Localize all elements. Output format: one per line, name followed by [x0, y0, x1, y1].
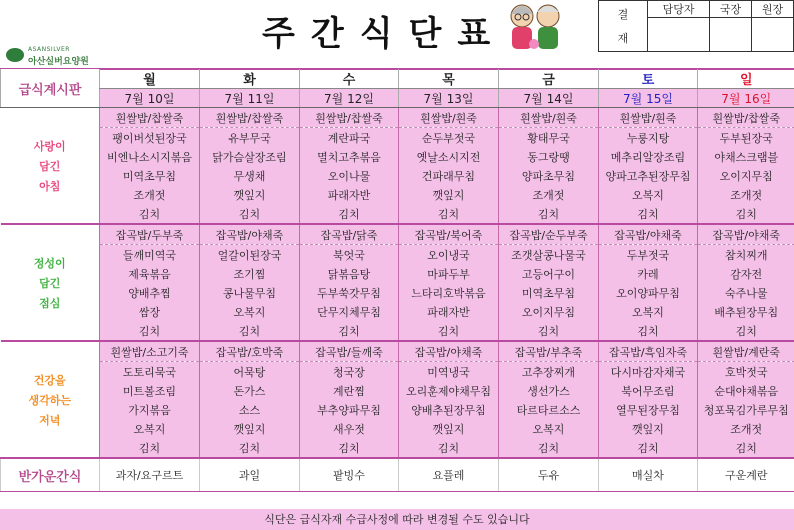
approval-sign-box[interactable]	[710, 18, 752, 52]
menu-item: 김치	[300, 321, 399, 341]
menu-item: 김치	[100, 321, 200, 341]
menu-item: 참치찌개	[698, 245, 794, 265]
menu-item: 얼갈이된장국	[200, 245, 300, 265]
menu-item: 숙주나물	[698, 283, 794, 302]
menu-item: 호박젓국	[698, 362, 794, 382]
menu-item: 김치	[200, 321, 300, 341]
menu-item: 북어무조림	[599, 381, 698, 400]
menu-row	[1, 224, 794, 245]
menu-row	[1, 341, 794, 362]
menu-item: 건파래무침	[399, 166, 499, 185]
menu-row	[1, 166, 794, 185]
menu-item: 깻잎지	[200, 185, 300, 204]
footer-notice: 식단은 급식자재 수급사정에 따라 변경될 수도 있습니다	[0, 509, 794, 530]
menu-item: 김치	[698, 204, 794, 224]
menu-item: 무생채	[200, 166, 300, 185]
day-header: 토	[599, 69, 698, 89]
menu-item: 닭볶음탕	[300, 264, 399, 283]
snack-cell: 요플레	[399, 458, 499, 492]
org-logo	[6, 46, 116, 66]
snack-cell: 과자/요구르트	[100, 458, 200, 492]
breakfast-section	[1, 108, 794, 225]
menu-row	[1, 283, 794, 302]
day-header-row	[1, 69, 794, 89]
snack-cell: 두유	[499, 458, 599, 492]
logo-icon	[6, 48, 24, 62]
menu-item: 멸치고추볶음	[300, 147, 399, 166]
page-title: 주간식단표	[262, 14, 507, 54]
menu-item: 김치	[599, 321, 698, 341]
menu-item: 양배추찜	[100, 283, 200, 302]
menu-item: 옛날소시지전	[399, 147, 499, 166]
menu-item: 감자전	[698, 264, 794, 283]
lunch-section	[1, 224, 794, 341]
menu-item: 닭가슴살장조림	[200, 147, 300, 166]
menu-item: 생선가스	[499, 381, 599, 400]
menu-item: 김치	[300, 204, 399, 224]
menu-row	[1, 147, 794, 166]
snack-cell: 매실차	[599, 458, 698, 492]
menu-item: 오복지	[100, 419, 200, 438]
menu-item: 깻잎지	[399, 185, 499, 204]
menu-row	[1, 108, 794, 128]
menu-item: 누룽지탕	[599, 128, 698, 148]
menu-item: 흰쌀밥/흰죽	[499, 108, 599, 128]
menu-item: 오이지무침	[698, 166, 794, 185]
menu-item: 오리훈제야채무침	[399, 381, 499, 400]
menu-item: 비엔나소시지볶음	[100, 147, 200, 166]
menu-item: 잡곡밥/북어죽	[399, 224, 499, 245]
menu-item: 느타리호박볶음	[399, 283, 499, 302]
menu-item: 타르타르소스	[499, 400, 599, 419]
menu-item: 잡곡밥/들깨죽	[300, 341, 399, 362]
menu-item: 오이지무침	[499, 302, 599, 321]
snack-cell: 팥빙수	[300, 458, 399, 492]
menu-item: 메추리알장조림	[599, 147, 698, 166]
menu-item: 양파고추된장무침	[599, 166, 698, 185]
menu-item: 순대야채볶음	[698, 381, 794, 400]
menu-item: 흰쌀밥/흰죽	[599, 108, 698, 128]
menu-item: 조개젓	[100, 185, 200, 204]
menu-item: 잡곡밥/호박죽	[200, 341, 300, 362]
label-line: 아침	[39, 179, 61, 193]
menu-item: 팽이버섯된장국	[100, 128, 200, 148]
menu-row	[1, 204, 794, 224]
snack-cell: 구운계란	[698, 458, 794, 492]
menu-item: 오이나물	[300, 166, 399, 185]
menu-item: 미역초무침	[499, 283, 599, 302]
menu-item: 배추된장무침	[698, 302, 794, 321]
day-header: 화	[200, 69, 300, 89]
menu-item: 계란찜	[300, 381, 399, 400]
label-line: 담긴	[39, 159, 61, 173]
menu-item: 김치	[200, 438, 300, 458]
menu-item: 흰쌀밥/소고기죽	[100, 341, 200, 362]
date-cell: 7월 13일	[399, 89, 499, 108]
menu-item: 유부무국	[200, 128, 300, 148]
menu-row	[1, 264, 794, 283]
menu-item: 청포묵김가루무침	[698, 400, 794, 419]
snack-row	[1, 458, 794, 492]
menu-item: 두부된장국	[698, 128, 794, 148]
menu-item: 김치	[599, 204, 698, 224]
menu-item: 마파두부	[399, 264, 499, 283]
menu-item: 동그랑땡	[499, 147, 599, 166]
menu-row	[1, 185, 794, 204]
menu-item: 양파초무침	[499, 166, 599, 185]
menu-row	[1, 419, 794, 438]
label-line: 담긴	[39, 276, 61, 290]
menu-item: 다시마감자채국	[599, 362, 698, 382]
day-header: 일	[698, 69, 794, 89]
approval-sign-box[interactable]	[752, 18, 794, 52]
menu-item: 김치	[200, 204, 300, 224]
snack-label: 반가운간식	[1, 458, 100, 492]
menu-item: 깻잎지	[399, 419, 499, 438]
menu-item: 고등어구이	[499, 264, 599, 283]
menu-row	[1, 438, 794, 458]
menu-item: 야채스크램블	[698, 147, 794, 166]
label-line: 정성이	[33, 256, 66, 270]
approval-role: 원장	[752, 1, 794, 18]
menu-item: 미역냉국	[399, 362, 499, 382]
menu-item: 파래자반	[300, 185, 399, 204]
menu-item: 파래자반	[399, 302, 499, 321]
approval-label: 결 재	[599, 1, 648, 52]
menu-item: 김치	[300, 438, 399, 458]
approval-role: 담당자	[648, 1, 710, 18]
menu-row	[1, 128, 794, 148]
label-line: 생각하는	[28, 393, 71, 407]
menu-item: 김치	[698, 438, 794, 458]
label-line: 저녁	[39, 413, 61, 427]
menu-item: 흰쌀밥/흰죽	[399, 108, 499, 128]
menu-item: 조갯살콩나물국	[499, 245, 599, 265]
menu-row	[1, 400, 794, 419]
menu-item: 김치	[499, 321, 599, 341]
date-cell: 7월 10일	[100, 89, 200, 108]
menu-item: 미트볼조림	[100, 381, 200, 400]
menu-item: 김치	[599, 438, 698, 458]
day-header: 목	[399, 69, 499, 89]
menu-item: 계란파국	[300, 128, 399, 148]
approval-sign-box[interactable]	[648, 18, 710, 52]
label-line: 점심	[39, 296, 61, 310]
menu-item: 조개젓	[499, 185, 599, 204]
board-label: 급식계시판	[1, 69, 100, 108]
menu-item: 오복지	[200, 302, 300, 321]
menu-item: 순두부젓국	[399, 128, 499, 148]
date-cell: 7월 16일	[698, 89, 794, 108]
menu-item: 깻잎지	[200, 419, 300, 438]
menu-item: 황태무국	[499, 128, 599, 148]
menu-item: 김치	[399, 321, 499, 341]
menu-item: 들깨미역국	[100, 245, 200, 265]
menu-row	[1, 362, 794, 382]
menu-item: 김치	[499, 204, 599, 224]
menu-item: 잡곡밥/순두부죽	[499, 224, 599, 245]
menu-item: 두부젓국	[599, 245, 698, 265]
menu-row	[1, 245, 794, 265]
weekly-menu-table	[0, 69, 794, 492]
menu-item: 잡곡밥/흑임자죽	[599, 341, 698, 362]
menu-item: 두부쑥갓무침	[300, 283, 399, 302]
page-header	[0, 0, 794, 68]
menu-item: 오복지	[599, 302, 698, 321]
menu-item: 열무된장무침	[599, 400, 698, 419]
menu-item: 김치	[399, 204, 499, 224]
menu-item: 청국장	[300, 362, 399, 382]
menu-row	[1, 302, 794, 321]
label-line: 건강을	[33, 373, 66, 387]
menu-item: 도토리묵국	[100, 362, 200, 382]
menu-item: 조개젓	[698, 419, 794, 438]
menu-item: 흰쌀밥/찹쌀죽	[698, 108, 794, 128]
lunch-label	[1, 224, 100, 341]
menu-row	[1, 321, 794, 341]
snack-cell: 과일	[200, 458, 300, 492]
menu-item: 오복지	[599, 185, 698, 204]
menu-item: 돈가스	[200, 381, 300, 400]
menu-item: 오이양파무침	[599, 283, 698, 302]
menu-item: 소스	[200, 400, 300, 419]
menu-item: 북엇국	[300, 245, 399, 265]
menu-item: 카레	[599, 264, 698, 283]
menu-item: 잡곡밥/닭죽	[300, 224, 399, 245]
menu-item: 제육볶음	[100, 264, 200, 283]
menu-item: 김치	[698, 321, 794, 341]
menu-item: 양배추된장무침	[399, 400, 499, 419]
menu-item: 조개젓	[698, 185, 794, 204]
menu-item: 부추양파무침	[300, 400, 399, 419]
menu-item: 잡곡밥/야채죽	[399, 341, 499, 362]
date-cell: 7월 12일	[300, 89, 399, 108]
menu-item: 잡곡밥/야채죽	[698, 224, 794, 245]
menu-item: 김치	[399, 438, 499, 458]
org-name: 아산실버요양원	[28, 57, 89, 67]
dinner-section	[1, 341, 794, 458]
menu-item: 잡곡밥/두부죽	[100, 224, 200, 245]
menu-item: 고추장찌개	[499, 362, 599, 382]
label-line: 사랑이	[33, 139, 66, 153]
menu-item: 조기찜	[200, 264, 300, 283]
menu-item: 미역초무침	[100, 166, 200, 185]
menu-item: 잡곡밥/야채죽	[200, 224, 300, 245]
dinner-label	[1, 341, 100, 458]
menu-item: 콩나물무침	[200, 283, 300, 302]
menu-item: 김치	[100, 438, 200, 458]
day-header: 월	[100, 69, 200, 89]
menu-item: 흰쌀밥/찹쌀죽	[300, 108, 399, 128]
menu-item: 흰쌀밥/계란죽	[698, 341, 794, 362]
menu-item: 흰쌀밥/찹쌀죽	[100, 108, 200, 128]
date-row	[1, 89, 794, 108]
menu-item: 쌈장	[100, 302, 200, 321]
date-cell: 7월 15일	[599, 89, 698, 108]
menu-item: 가지볶음	[100, 400, 200, 419]
menu-item: 흰쌀밥/찹쌀죽	[200, 108, 300, 128]
menu-item: 단무지체무침	[300, 302, 399, 321]
menu-item: 오복지	[499, 419, 599, 438]
menu-item: 김치	[100, 204, 200, 224]
menu-item: 어묵탕	[200, 362, 300, 382]
day-header: 수	[300, 69, 399, 89]
menu-item: 잡곡밥/야채죽	[599, 224, 698, 245]
org-small-name: ASANSILVER	[28, 46, 70, 53]
menu-item: 김치	[499, 438, 599, 458]
date-cell: 7월 11일	[200, 89, 300, 108]
approval-box	[598, 0, 794, 52]
menu-item: 잡곡밥/부추죽	[499, 341, 599, 362]
approval-role: 국장	[710, 1, 752, 18]
menu-item: 새우젓	[300, 419, 399, 438]
breakfast-label	[1, 108, 100, 225]
menu-item: 깻잎지	[599, 419, 698, 438]
grandparents-illustration-icon	[500, 0, 570, 60]
date-cell: 7월 14일	[499, 89, 599, 108]
menu-row	[1, 381, 794, 400]
menu-item: 오이냉국	[399, 245, 499, 265]
day-header: 금	[499, 69, 599, 89]
